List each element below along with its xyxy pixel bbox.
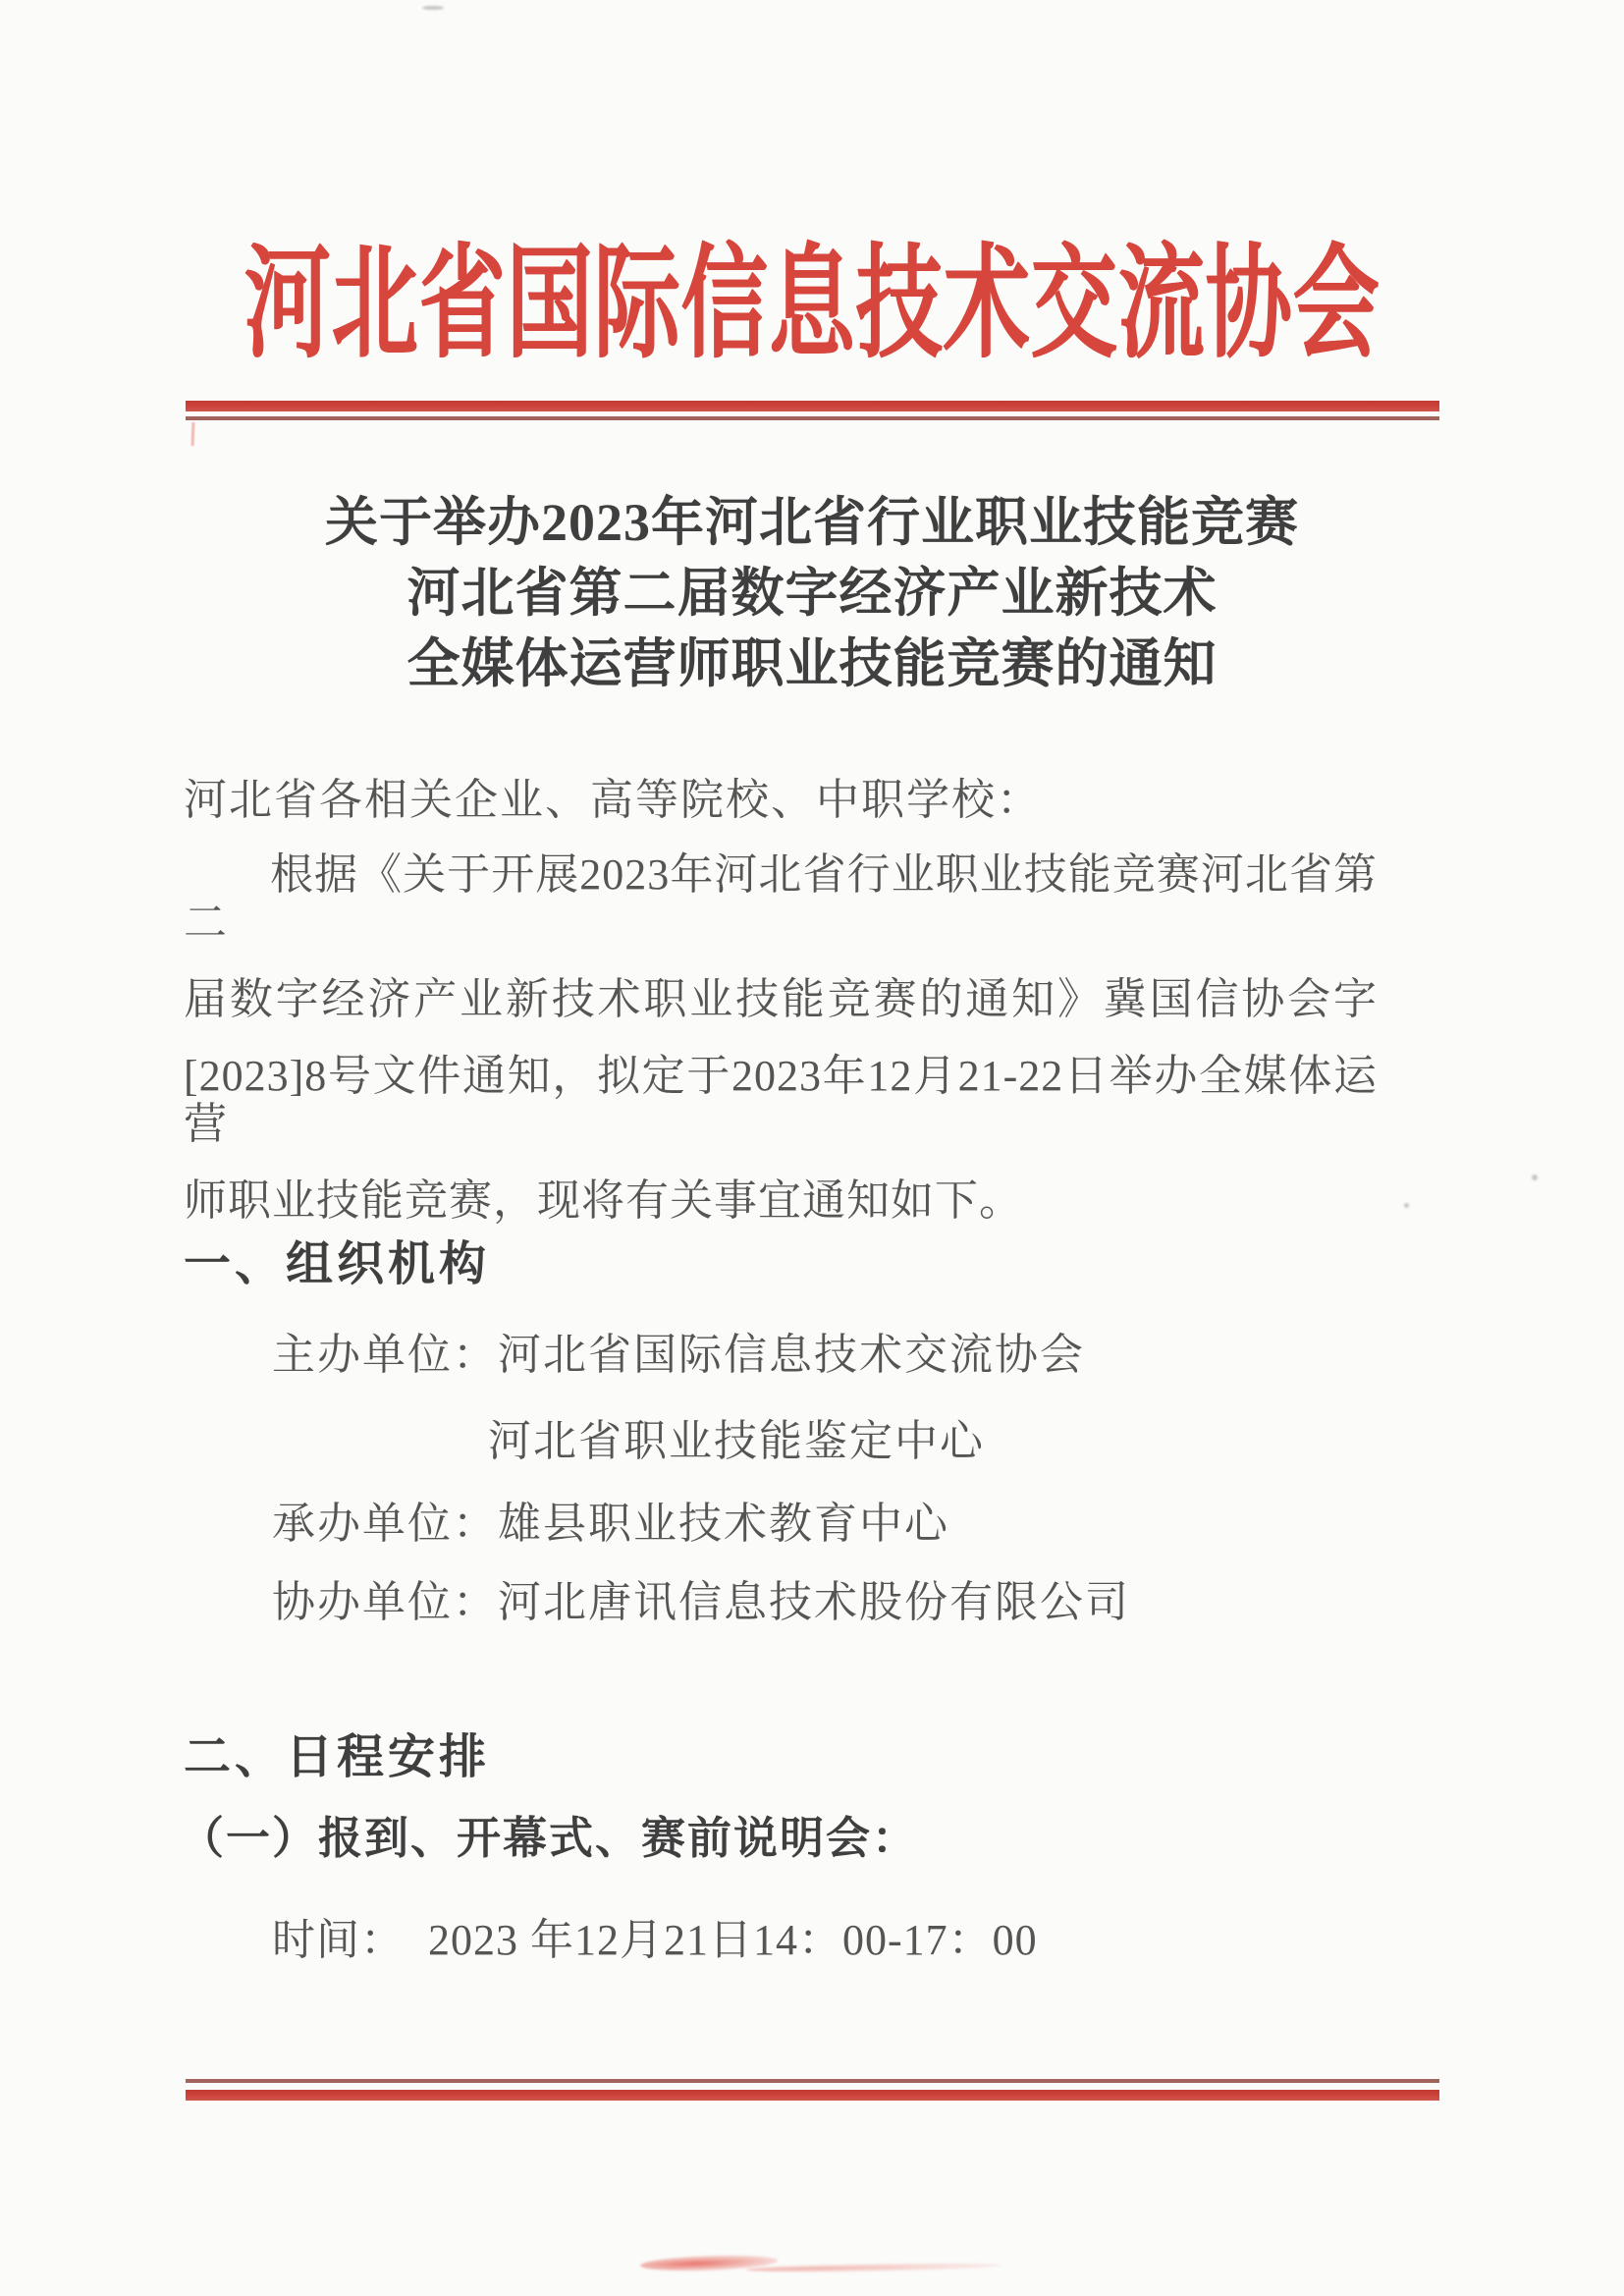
org-host-label: 主办单位： [272, 1331, 498, 1379]
document-title-line-2: 河北省第二届数字经济产业新技术 [406, 564, 1218, 623]
scan-speck [1532, 1175, 1538, 1180]
paragraph-line-2: 届数字经济产业新技术职业技能竞赛的通知》冀国信协会字 [184, 975, 1378, 1023]
section-heading-organization: 一、组织机构 [184, 1238, 491, 1290]
footer-rule-thin [186, 2079, 1439, 2083]
schedule-time-line: 时间： 2023 年12月21日14：00-17：00 [272, 1916, 1038, 1964]
org-undertaker-line [272, 1500, 949, 1550]
paragraph-line-1: 根据《关于开展2023年河北省行业职业技能竞赛河北省第二 [184, 850, 1378, 947]
paragraph-line-3: [2023]8号文件通知，拟定于2023年12月21-22日举办全媒体运营 [184, 1052, 1378, 1148]
org-host-value: 河北省国际信息技术交流协会 [498, 1331, 1085, 1379]
org-host-line [272, 1331, 1085, 1381]
body-paragraph [184, 850, 1378, 1253]
section-heading-schedule: 二、日程安排 [184, 1731, 491, 1783]
org-undertaker-value: 雄县职业技术教育中心 [498, 1500, 949, 1548]
schedule-subheading: （一）报到、开幕式、赛前说明会： [180, 1813, 919, 1863]
org-undertaker-label: 承办单位： [272, 1500, 498, 1548]
salutation-line: 河北省各相关企业、高等院校、中职学校： [184, 776, 1042, 824]
org-co-organizer-line [272, 1578, 1130, 1628]
document-title-line-3: 全媒体运营师职业技能竞赛的通知 [406, 634, 1218, 693]
org-host-value-2: 河北省职业技能鉴定中心 [488, 1417, 985, 1465]
document-title [0, 487, 1624, 699]
paragraph-line-4: 师职业技能竞赛，现将有关事宜通知如下。 [184, 1176, 1023, 1225]
letterhead-rule-thick [186, 401, 1439, 411]
org-co-organizer-value: 河北唐讯信息技术股份有限公司 [498, 1578, 1130, 1626]
letterhead-org-name: 河北省国际信息技术交流协会 [244, 238, 1380, 374]
scan-streak [191, 422, 195, 446]
scan-speck [1404, 1203, 1409, 1208]
org-host-line-2 [488, 1417, 985, 1467]
footer-rule-thick [186, 2090, 1439, 2101]
document-title-line-1: 关于举办2023年河北省行业职业技能竞赛 [325, 493, 1299, 552]
scan-smudge-tail [746, 2262, 1001, 2274]
letterhead-rule-thin [186, 416, 1439, 420]
scan-speck [422, 6, 444, 10]
org-co-organizer-label: 协办单位： [272, 1578, 498, 1626]
